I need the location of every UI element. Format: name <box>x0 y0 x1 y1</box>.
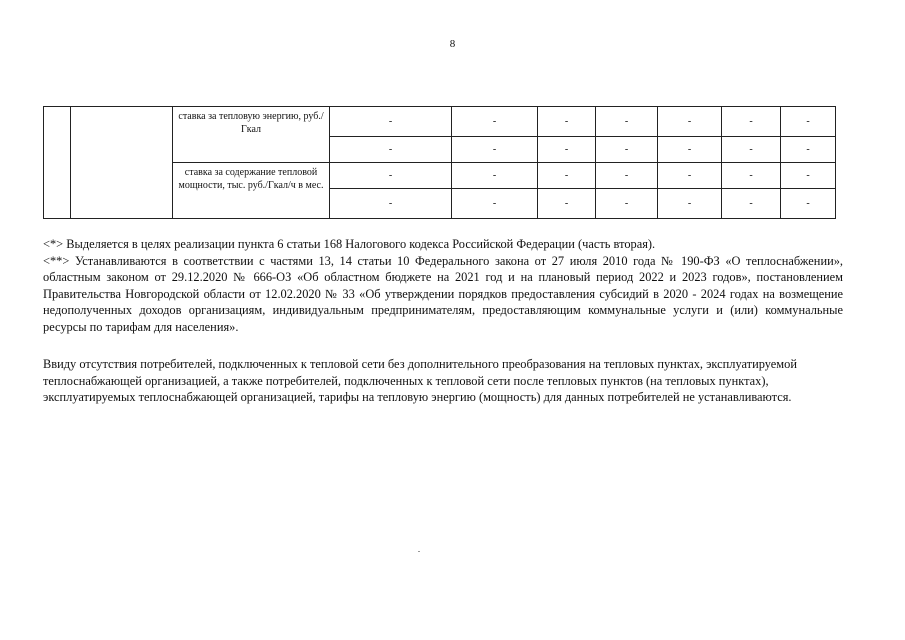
table-cell: - <box>330 107 452 137</box>
table-cell: - <box>330 137 452 163</box>
table-cell: - <box>452 107 538 137</box>
page-number: 8 <box>449 38 456 50</box>
body-paragraph: Ввиду отсутствия потребителей, подключенных к тепловой сети без дополнительного преобразования на тепловых пунктах, эксплуатируемой теплоснабжающей организацией, а также потребителей, подключенных к тепловой сети после тепловых пунктов (на тепловых пунктах), эксплуатируемых теплоснабжающей организацией, тарифы на тепловую энергию (мощность) для данных потребителей не устанавливаются. <box>43 357 797 404</box>
table-cell: - <box>330 189 452 219</box>
footnotes <box>43 236 843 335</box>
row-label-heat-energy-rate: ставка за тепловую энергию, руб./Гкал <box>173 107 330 163</box>
row-label-capacity-rate: ставка за содержание тепловой мощности, тыс. руб./Гкал/ч в мес. <box>173 163 330 219</box>
table-cell: - <box>538 137 596 163</box>
table-row <box>44 107 836 137</box>
table-cell: - <box>781 163 836 189</box>
blank-cell <box>44 107 71 219</box>
table-cell: - <box>781 189 836 219</box>
footnote-legal-basis: <**> Устанавливаются в соответствии с частями 13, 14 статьи 10 Федерального закона от 27 июля 2010 года № 190-ФЗ «О теплоснабжении», областным законом от 29.12.2020 № 666-ОЗ «Об областном бюджете на 2021 год и на плановый период 2022 и 2023 годов», постановлением Правительства Новгородской области от 12.02.2020 № 33 «Об утверждении порядков предоставления субсидий в 2020 - 2024 годах на возмещение недополученных доходов организациям, индивидуальным предпринимателям, предоставляющим коммунальные услуги и (или) коммунальные ресурсы по тарифам для населения». <box>43 253 843 334</box>
table-cell: - <box>538 189 596 219</box>
table-cell: - <box>722 189 781 219</box>
table-cell: - <box>330 163 452 189</box>
scan-mark <box>418 551 420 552</box>
table-cell: - <box>658 137 722 163</box>
table-cell: - <box>596 137 658 163</box>
table-cell: - <box>722 107 781 137</box>
table-cell: - <box>658 107 722 137</box>
table-cell: - <box>596 107 658 137</box>
table-cell: - <box>452 163 538 189</box>
table-cell: - <box>596 163 658 189</box>
table-cell: - <box>722 137 781 163</box>
table-cell: - <box>538 107 596 137</box>
table-cell: - <box>781 137 836 163</box>
table-cell: - <box>596 189 658 219</box>
table-cell: - <box>452 137 538 163</box>
table-cell: - <box>781 107 836 137</box>
table-cell: - <box>452 189 538 219</box>
tariff-table <box>43 106 836 219</box>
table-cell: - <box>722 163 781 189</box>
table-cell: - <box>658 189 722 219</box>
table-cell: - <box>538 163 596 189</box>
table-cell: - <box>658 163 722 189</box>
blank-cell <box>71 107 173 219</box>
footnote-vat: <*> Выделяется в целях реализации пункта 6 статьи 168 Налогового кодекса Российской Федерации (часть вторая). <box>43 237 656 251</box>
